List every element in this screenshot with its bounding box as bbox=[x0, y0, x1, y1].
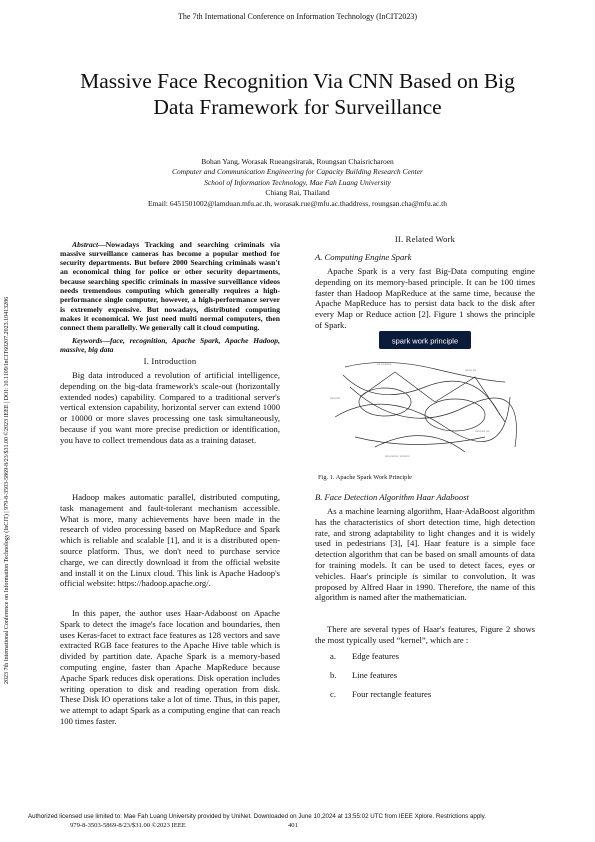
figure-diagram-lines bbox=[335, 362, 516, 452]
section-heading-introduction: I. Introduction bbox=[143, 356, 197, 366]
isbn-footer: 979-8-3503-5869-8/23/$31.00 ©2023 IEEE bbox=[70, 822, 186, 829]
intro-paragraph-2: Hadoop makes automatic parallel, distributed computing, task management and fault-tolerant mechanism accessible. What is more, many achievements have been made in the research of video processing based on MapReduce and Spark which is reliable and scalable [1], and it is a distributed open-source platform. Thus, we don't need to purchase service charge, we can directly download it from the official website and install it on the Linux cloud. This link is Apache Hadoop's official website: https://hadoop.apache.org/. bbox=[60, 492, 280, 589]
side-doi-stamp: 2023 7th International Conference on Information Technology (InCIT) | 979-8-3503-5869-8/23/$31.00 ©2023 IEEE | DOI: 10.1109/InCIT60207.2023.10413286 bbox=[4, 296, 10, 684]
spark-diagram bbox=[315, 327, 535, 467]
author-location: Chiang Rai, Thailand bbox=[265, 188, 330, 198]
keywords-label: Keywords bbox=[72, 335, 103, 345]
affiliation-2: School of Information Technology, Mae Fah Luang University bbox=[204, 177, 391, 187]
section-heading-related-work: II. Related Work bbox=[394, 234, 456, 244]
diagram-label: ▭▭▭ bbox=[330, 396, 341, 400]
subsection-heading-spark: A. Computing Engine Spark bbox=[315, 252, 412, 262]
author-names: Bohan Yang, Worasak Rueangsirarak, Roungsan Chaisricharoen bbox=[201, 157, 394, 166]
diagram-label: ▭▭ ▭ bbox=[465, 368, 477, 372]
author-emails: Email: 6451501002@lamduan.mfu.ac.th, worasak.rue@mfu.ac.thaddress, roungsan.cha@mfu.ac.th bbox=[148, 198, 447, 208]
diagram-label: ▭ ▭▭▭ bbox=[377, 362, 392, 366]
subsection-heading-haar: B. Face Detection Algorithm Haar Adaboost bbox=[315, 492, 469, 502]
keywords-text: —face, recognition, Apache Spark, Apache Hadoop, massive, big data bbox=[60, 335, 280, 354]
diagram-label: ▭▭▭ ▭ bbox=[475, 429, 490, 433]
affiliation-1: Computer and Communication Engineering for Capacity Building Research Center bbox=[172, 167, 423, 177]
title-line-2: Data Framework for Surveillance bbox=[153, 95, 442, 119]
spark-paragraph: Apache Spark is a very fast Big-Data computing engine depending on its memory-based principle. It can be 100 times faster than Hadoop MapReduce at the same time, because the Apache MapReduce has to persist data back to the disk after every Map or Reduce action [2]. Figure 1 shows the principle of Spark. bbox=[315, 266, 535, 330]
author-block bbox=[60, 157, 535, 209]
figure-1-caption: Fig. 1. Apache Spark Work Principle bbox=[318, 474, 412, 481]
haar-paragraph-1: As a machine learning algorithm, Haar-AdaBoost algorithm has the characteristics of short detection time, high detection rate, and strong adaptability to light changes and it is widely used in pedestrians [3], [4]. Haar feature is a simple face detection algorithm that can be based on small amounts of data for training models. It can be used to detect faces, eyes or vehicles. Haar's principle is similar to convolution. It was proposed by Alfred Haar in 1990. Therefore, the name of this algorithm is named after the mathematician. bbox=[315, 506, 535, 603]
abstract-text: —Nowadays Tracking and searching criminals via massive surveillance cameras has become a popular method for security departments. But before 2000 Searching criminals wasn't an economical thing for police or other security departments, because searching specific criminals in massive surveillance videos needs tremendous computing which generally requires a high-performance single computer, however, a high-performance server is extremely expensive. But nowadays, distributed computing makes it economical. We just need multi normal computers, then connect them parallelly. We generally call it cloud computing. bbox=[60, 239, 280, 333]
paper-title bbox=[40, 68, 555, 120]
haar-paragraph-2: There are several types of Haar's features, Figure 2 shows the most typically used “kernel”, which are : bbox=[315, 624, 535, 645]
intro-paragraph-1: Big data introduced a revolution of artificial intelligence, depending on the big-data framework's scale-out (horizontally extended nodes) capability. Compared to a traditional server's vertical extension capability, horizontal server can extend 1000 or 10000 or more slaves processing one task simultaneously, because if you want more precise prediction or identification, you have to collect tremendous data as a training dataset. bbox=[60, 370, 280, 445]
abstract-label: Abstract bbox=[72, 239, 99, 249]
list-item: b. Line features bbox=[330, 670, 398, 680]
abstract bbox=[60, 232, 280, 340]
title-line-1: Massive Face Recognition Via CNN Based on Big bbox=[80, 69, 515, 93]
list-item: a. Edge features bbox=[330, 651, 400, 661]
conference-header: The 7th International Conference on Information Technology (InCIT2023) bbox=[178, 12, 417, 21]
license-footer: Authorized licensed use limited to: Mae Fah Luang University provided by UniNet. Downloaded on June 10,2024 at 13:55:02 UTC from IEEE Xplore. Restrictions apply. bbox=[28, 813, 487, 820]
diagram-label: ▭▭▭▭ ▭▭▭ bbox=[385, 454, 410, 458]
list-item: c. Four rectangle features bbox=[330, 689, 432, 699]
figure-title-text: spark work principle bbox=[391, 336, 459, 346]
page-number: 401 bbox=[288, 822, 298, 829]
intro-paragraph-3: In this paper, the author uses Haar-Adaboost on Apache Spark to detect the image's face location and boundaries, then uses Keras-facet to extract face features as 128 vectors and save extracted RGB face features to the Apache Hive table which is divided by partition date. Apache Spark is a memory-based computing engine, faster than Apache MapReduce because Apache Spark reduces disk operations. Disk operation includes writing operation to disk and reading operation from disk. These Disk IO operations take a lot of time. Thus, in this paper, we attempt to adapt Spark as a computing engine that can reach 100 times faster. bbox=[60, 608, 280, 726]
figure-spark-principle bbox=[315, 327, 535, 467]
